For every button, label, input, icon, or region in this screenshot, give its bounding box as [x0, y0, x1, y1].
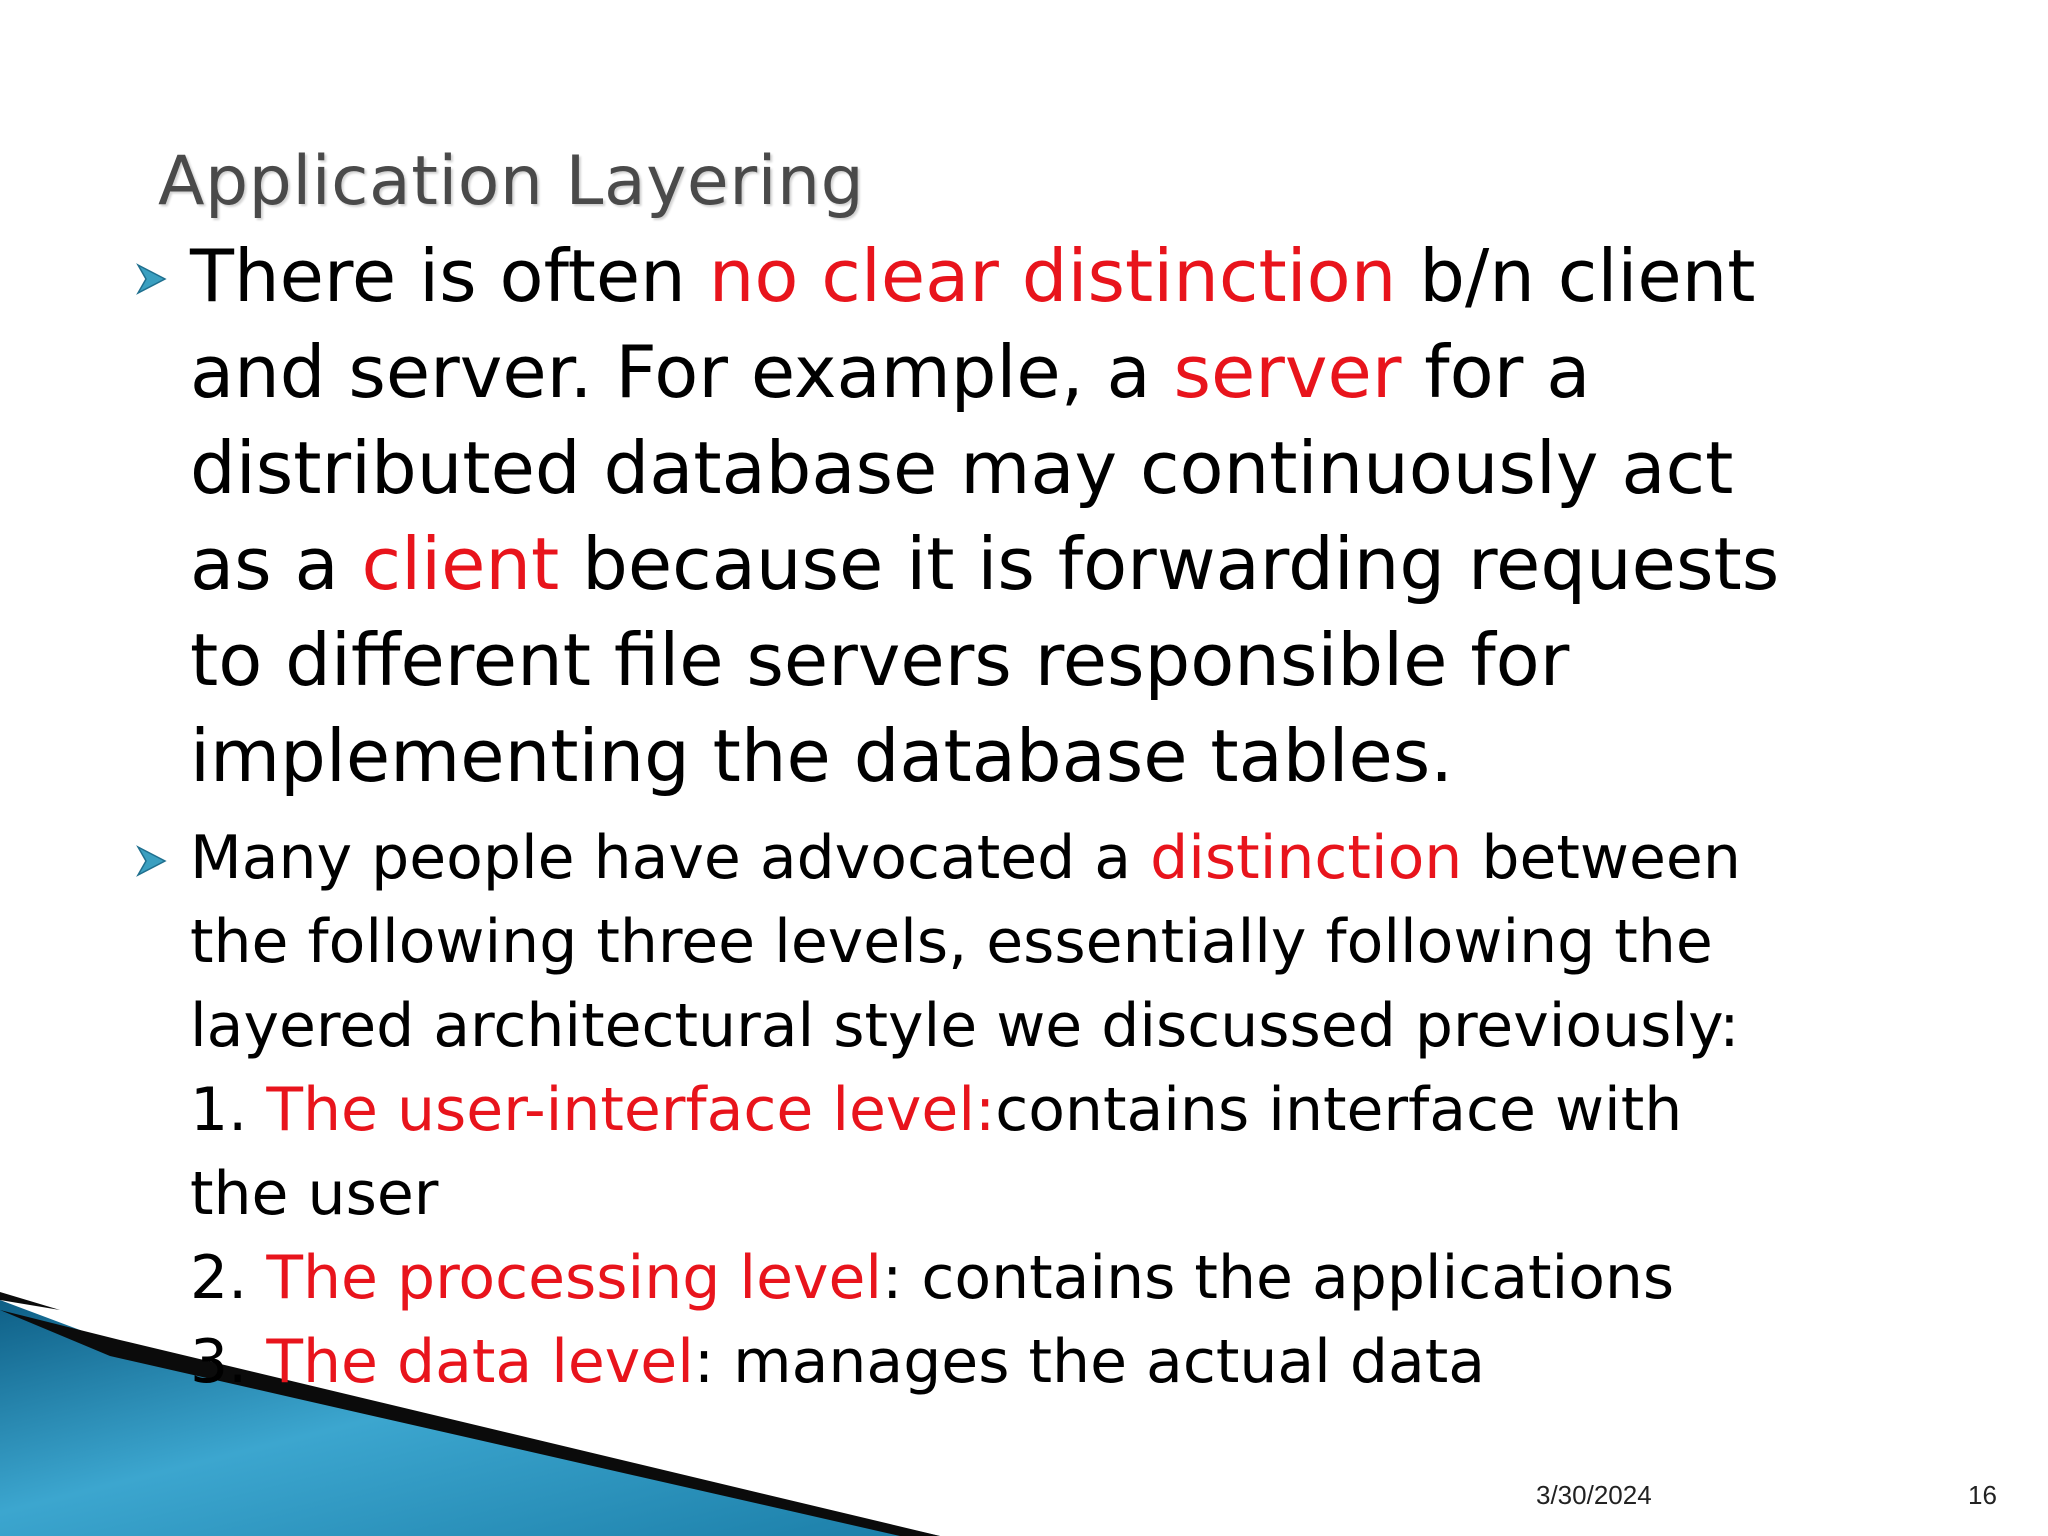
text-segment: because it is forwarding requests	[559, 522, 1780, 606]
highlighted-text: distinction	[1150, 823, 1463, 893]
text-segment: the user	[190, 1159, 439, 1229]
arrowhead-bullet-icon	[134, 844, 168, 878]
text-segment: distributed database may continuously act	[190, 426, 1734, 510]
slide-number: 16	[1968, 1480, 1997, 1510]
text-segment: 3.	[190, 1327, 267, 1397]
text-line	[190, 612, 1930, 708]
highlighted-text: The user-interface level:	[266, 1075, 996, 1145]
text-segment: the following three levels, essentially following the	[190, 907, 1713, 977]
text-segment: as a	[190, 522, 362, 606]
text-segment: layered architectural style we discussed previously:	[190, 991, 1740, 1061]
text-line	[190, 708, 1930, 804]
text-line	[190, 324, 1930, 420]
slide-title: Application Layering	[158, 142, 865, 221]
highlighted-text: The data level	[266, 1327, 694, 1397]
text-line	[190, 516, 1930, 612]
text-line	[190, 1320, 1930, 1404]
text-segment: to different file servers responsible for	[190, 618, 1570, 702]
text-line	[190, 1152, 1930, 1236]
arrowhead-bullet-icon	[134, 262, 168, 296]
text-segment: b/n client	[1396, 234, 1756, 318]
bullet-text	[190, 228, 1930, 804]
text-line	[190, 1236, 1930, 1320]
text-segment: between	[1462, 823, 1741, 893]
text-segment: Many people have advocated a	[190, 823, 1151, 893]
highlighted-text: server	[1173, 330, 1402, 414]
text-segment: : contains the applications	[882, 1243, 1675, 1313]
footer-date: 3/30/2024	[1536, 1480, 1652, 1510]
bullet-point-1	[190, 228, 1930, 804]
highlighted-text: client	[361, 522, 560, 606]
text-line	[190, 228, 1930, 324]
text-line	[190, 420, 1930, 516]
text-line	[190, 984, 1930, 1068]
text-line	[190, 816, 1930, 900]
text-segment: contains interface with	[995, 1075, 1683, 1145]
highlighted-text: The processing level	[266, 1243, 883, 1313]
text-line	[190, 900, 1930, 984]
bullet-point-2	[190, 816, 1930, 1404]
text-segment: 2.	[190, 1243, 267, 1313]
text-line	[190, 1068, 1930, 1152]
text-segment: implementing the database tables.	[190, 714, 1454, 798]
text-segment: for a	[1401, 330, 1591, 414]
text-segment: 1.	[190, 1075, 267, 1145]
text-segment: There is often	[190, 234, 709, 318]
bullet-text	[190, 816, 1930, 1404]
highlighted-text: no clear distinction	[708, 234, 1397, 318]
text-segment: and server. For example, a	[190, 330, 1174, 414]
text-segment: : manages the actual data	[693, 1327, 1486, 1397]
